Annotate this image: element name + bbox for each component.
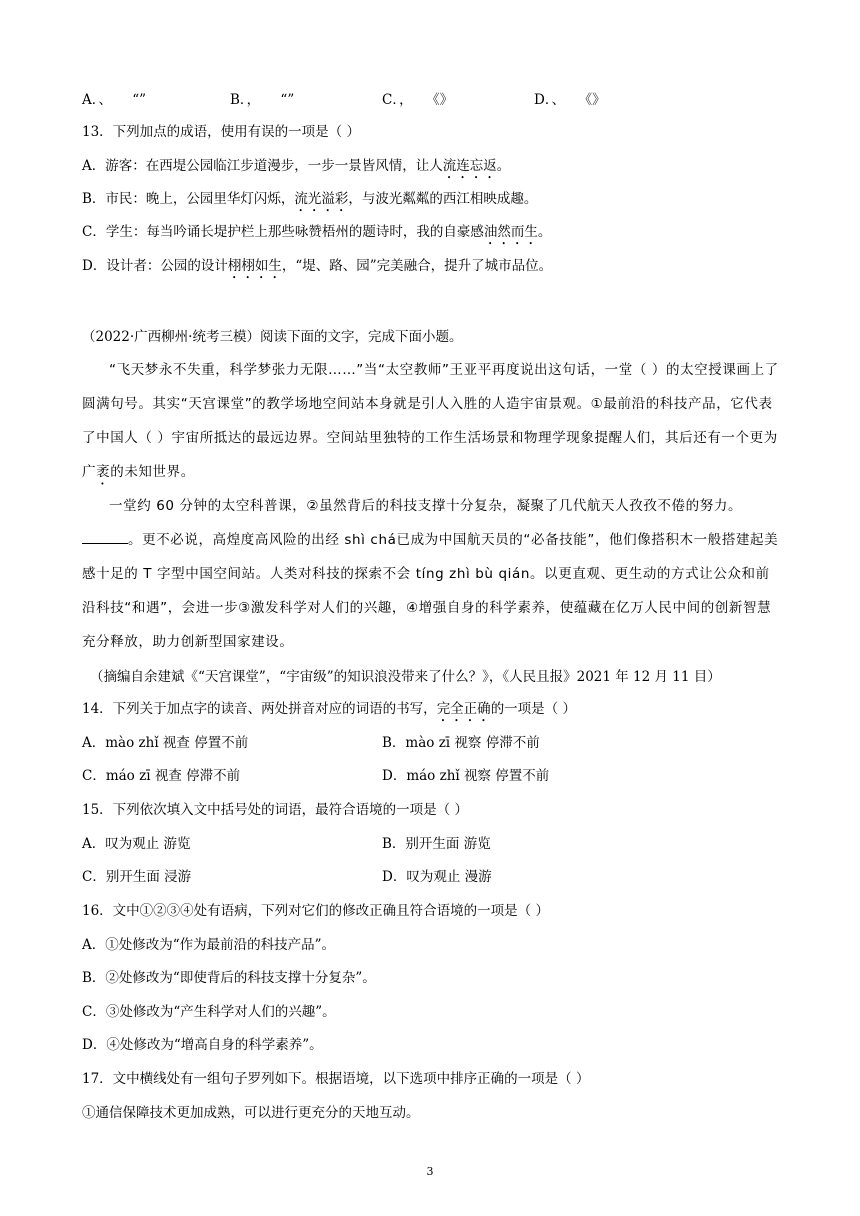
q14-option-c: C．máo zī 视查 停滞不前 bbox=[82, 768, 241, 784]
page-number: 3 bbox=[426, 1165, 434, 1178]
passage-paragraph-2: 一堂约 60 分钟的太空科普课，②虽然背后的科技支撑十分复杂，凝聚了几代航天人孜孜不倦的努力。 。更不必说，高煌度高风险的出经 shì chá已成为中国航天员的“必备技能”，他们像搭积木一般搭建起美感十足的 T 字型中国空间站。人类对科技的探索不会 tíng zhì bù qián。以更直观、更生动的方式让公众和前沿科技“和遇”，会进一步③激发科学对人们的兴趣，④增强自身的科学素养，使蕴藏在亿万人民中间的创新智慧充分释放，助力创新型国家建设。 bbox=[82, 498, 779, 650]
q13-option-b: B．市民：晚上，公园里华灯闪烁，流光溢彩，与波光粼粼的西江相映成趣。 bbox=[82, 191, 538, 207]
q13-option-d: D．设计者：公园的设计栩栩如生，“堤、路、园”完美融合，提升了城市品位。 bbox=[82, 258, 553, 274]
q13-c-idiom: 油然而生 bbox=[483, 224, 538, 240]
q16-option-c: C．③处修改为“产生科学对人们的兴趣”。 bbox=[82, 1004, 336, 1020]
q13-option-a: A．游客：在西堤公园临江步道漫步，一步一景皆风情，让人流连忘返。 bbox=[82, 158, 511, 174]
q13-a-idiom: 流连忘返 bbox=[442, 158, 497, 174]
passage-blank bbox=[82, 529, 128, 544]
q15-option-b: B．别开生面 游览 bbox=[382, 836, 491, 852]
q14-option-b: B．mào zī 视察 停滞不前 bbox=[382, 735, 540, 751]
q13-option-c: C．学生：每当吟诵长堤护栏上那些咏赞梧州的题诗时，我的自豪感油然而生。 bbox=[82, 224, 552, 240]
q14-stem-dotted: 完全正确 bbox=[436, 701, 491, 717]
q14-option-a: A．mào zhǐ 视查 停置不前 bbox=[82, 735, 249, 751]
passage-paragraph-1: “飞天梦永不失重，科学梦张力无限……”当“太空教师”王亚平再度说出这句话，一堂（ ）的太空授课画上了圆满句号。其实“天宫课堂”的教学场地空间站本身就是引人入胜的人造宇宙景观。①最前沿的科技产品，它代表了中国人（ ）宇宙所抵达的最远边界。空间站里独特的工作生活场景和物理学现象提醒人们，其后还有一个更为广袤的未知世界。 bbox=[82, 362, 779, 480]
q14-stem: 14．下列关于加点字的读音、两处拼音对应的词语的书写，完全正确的一项是（ ） bbox=[82, 701, 576, 717]
q16-option-b: B．②处修改为“即使背后的科技支撑十分复杂”。 bbox=[82, 970, 376, 986]
q17-stem: 17．文中横线处有一组句子罗列如下。根据语境，以下选项中排序正确的一项是（ ） bbox=[82, 1071, 590, 1087]
q13-b-idiom: 流光溢彩 bbox=[294, 191, 349, 207]
q15-option-d: D．叹为观止 漫游 bbox=[382, 869, 492, 885]
q12-option-a: A．、 “” bbox=[82, 92, 147, 108]
q15-stem: 15．下列依次填入文中括号处的词语，最符合语境的一项是（ ） bbox=[82, 802, 468, 818]
q12-option-b: B．， “” bbox=[230, 92, 295, 108]
q17-sentence-1: ①通信保障技术更加成熟，可以进行更充分的天地互动。 bbox=[82, 1105, 420, 1121]
q16-option-d: D．④处修改为“增高自身的科学素养”。 bbox=[82, 1037, 323, 1053]
q15-option-c: C．别开生面 浸游 bbox=[82, 869, 192, 885]
q16-option-a: A．①处修改为“作为最前沿的科技产品”。 bbox=[82, 937, 336, 953]
passage-dotted-char: 袤 bbox=[96, 464, 111, 480]
q14-option-d: D．máo zhǐ 视察 停置不前 bbox=[382, 768, 550, 784]
source-header: （2022·广西柳州·统考三模）阅读下面的文字，完成下面小题。 bbox=[82, 329, 463, 345]
q16-stem: 16．文中①②③④处有语病，下列对它们的修改正确且符合语境的一项是（ ） bbox=[82, 903, 549, 919]
q13-d-idiom: 栩栩如生 bbox=[227, 258, 282, 274]
q12-option-c: C．， 《》 bbox=[382, 92, 454, 108]
citation: （摘编自余建斌《“天宫课堂”，“宇宙级”的知识浪没带来了什么？》，《人民且报》2021 年 12 月 11 目） bbox=[90, 669, 721, 685]
q13-stem: 13．下列加点的成语，使用有误的一项是（ ） bbox=[82, 124, 360, 140]
q12-option-d: D．、 《》 bbox=[534, 92, 606, 108]
q15-option-a: A．叹为观止 游览 bbox=[82, 836, 191, 852]
